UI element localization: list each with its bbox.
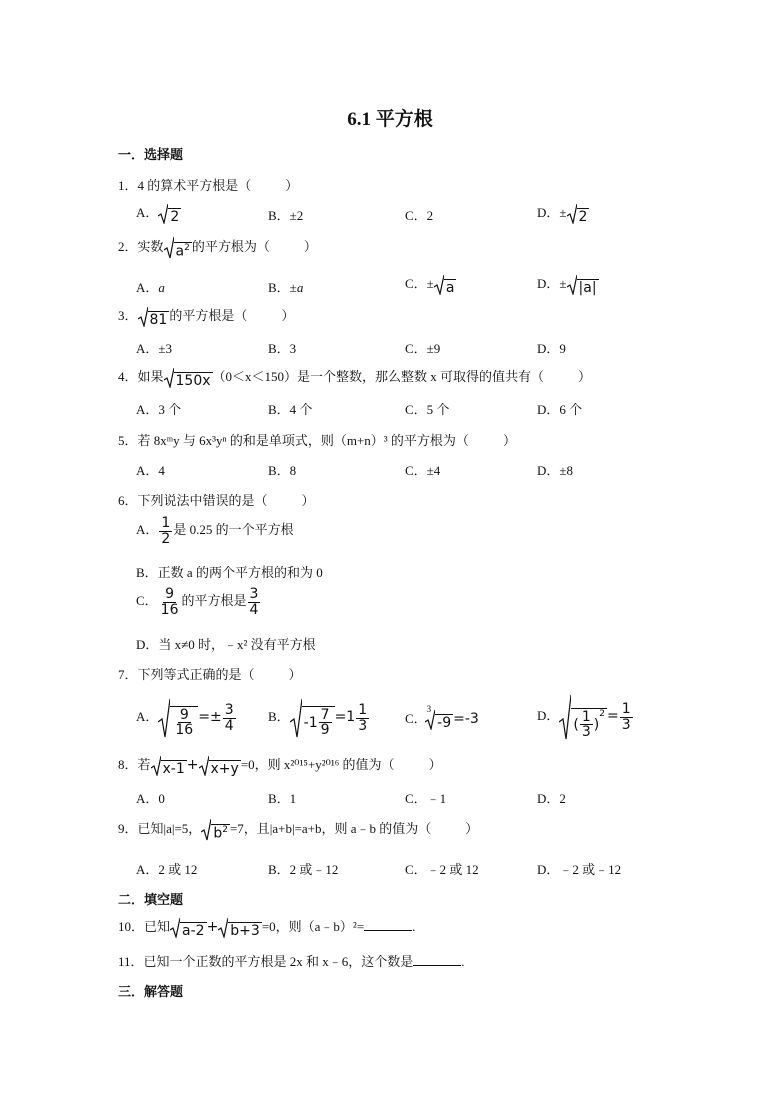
q7-option-a[interactable] bbox=[136, 698, 237, 738]
question-stem: 4 的算术平方根是（ bbox=[137, 178, 252, 193]
question-stem: 7．下列等式正确的是（ bbox=[118, 667, 255, 682]
numerator: 9 bbox=[165, 586, 175, 602]
question-11 bbox=[118, 951, 465, 970]
whole-part: -1 bbox=[303, 714, 318, 731]
question-9 bbox=[118, 818, 478, 841]
question-2 bbox=[118, 236, 317, 259]
radical bbox=[164, 368, 213, 388]
q3-option-c[interactable]: C．±9 bbox=[405, 341, 441, 356]
q7-option-c[interactable] bbox=[405, 703, 479, 732]
section-heading-solve: 三．解答题 bbox=[118, 984, 184, 999]
question-8 bbox=[118, 754, 442, 776]
numerator: 1 bbox=[161, 515, 171, 531]
q2-option-a[interactable] bbox=[136, 277, 165, 296]
option-label: B． bbox=[268, 708, 290, 724]
q5-option-c[interactable]: C．±4 bbox=[405, 463, 441, 478]
option-value: a bbox=[296, 280, 304, 295]
radicand-var: a bbox=[175, 244, 185, 261]
q5-option-a[interactable]: A．4 bbox=[136, 463, 165, 478]
numerator: 3 bbox=[249, 586, 259, 602]
question-stem: 的平方根是（ bbox=[169, 308, 248, 323]
radical bbox=[434, 275, 457, 295]
radicand: ( $\frac{1}{3}$ )$^2$ bbox=[573, 708, 605, 741]
question-stem: =7，且|a+b|=a+b，则 a﹣b 的值为（ bbox=[229, 821, 432, 836]
radical bbox=[158, 698, 198, 738]
q2-option-b[interactable] bbox=[268, 277, 303, 296]
question-stem: =0，则 x²⁰¹⁵+y²⁰¹⁶ 的值为（ bbox=[240, 757, 395, 772]
fraction bbox=[173, 708, 195, 738]
period: . bbox=[461, 954, 465, 969]
section-heading-fill: 二．填空题 bbox=[118, 892, 184, 907]
paren-close: ） bbox=[281, 308, 295, 323]
numerator: 1 bbox=[581, 708, 591, 725]
radicand: x+y bbox=[210, 761, 239, 778]
radical bbox=[158, 204, 181, 224]
q2-option-c[interactable] bbox=[405, 273, 456, 295]
radicand: 81 bbox=[149, 312, 168, 329]
option-text: 的平方根是 bbox=[181, 593, 247, 609]
fraction bbox=[580, 710, 593, 740]
fraction bbox=[620, 702, 633, 732]
numerator: 1 bbox=[621, 700, 631, 717]
denominator: 3 bbox=[621, 716, 631, 733]
q4-option-a[interactable]: A．3 个 bbox=[136, 402, 182, 417]
radicand: a-2 bbox=[182, 923, 205, 940]
question-stem: （0＜x＜150）是一个整数，那么整数 x 可取得的值共有（ bbox=[212, 369, 545, 384]
denominator: 16 bbox=[160, 601, 179, 618]
numerator: 7 bbox=[320, 706, 330, 723]
question-4 bbox=[118, 366, 591, 388]
plus: + bbox=[186, 757, 199, 773]
question-7 bbox=[118, 664, 302, 683]
option-label: D．± bbox=[537, 276, 567, 291]
option-label: A． bbox=[136, 205, 159, 220]
question-6 bbox=[118, 490, 315, 509]
exponent: 2 bbox=[222, 825, 228, 836]
radicand: 2 bbox=[170, 209, 180, 226]
radical bbox=[164, 237, 192, 259]
radicand bbox=[174, 242, 192, 259]
plus: + bbox=[206, 919, 219, 935]
radical bbox=[218, 918, 262, 938]
question-10 bbox=[118, 916, 415, 938]
fraction bbox=[159, 587, 181, 617]
q9-option-c[interactable]: C．﹣2 或 12 bbox=[405, 862, 479, 877]
question-stem: 6．下列说法中错误的是（ bbox=[118, 493, 268, 508]
question-5 bbox=[118, 430, 516, 449]
option-label: A． bbox=[136, 708, 159, 724]
option-label: D． bbox=[537, 707, 560, 723]
answer-blank[interactable] bbox=[413, 955, 461, 966]
radicand: -9 bbox=[437, 715, 452, 732]
option-label: B．± bbox=[268, 280, 297, 295]
option-text: 是 0.25 的一个平方根 bbox=[173, 522, 294, 538]
numerator: 9 bbox=[179, 706, 189, 723]
paren-close: ） bbox=[578, 369, 592, 384]
denominator: 4 bbox=[224, 717, 234, 734]
q8-option-a[interactable]: A．0 bbox=[136, 791, 165, 806]
radicand: a bbox=[445, 280, 455, 297]
fraction bbox=[319, 708, 332, 738]
radicand-var: b bbox=[213, 826, 223, 843]
q7-option-d[interactable] bbox=[537, 694, 634, 740]
question-stem: =0，则（a﹣b）²= bbox=[261, 919, 365, 934]
paren-close: ） bbox=[465, 821, 479, 836]
option-label: C． bbox=[136, 593, 158, 609]
equals: =-3 bbox=[453, 711, 479, 727]
q6-option-c[interactable] bbox=[136, 587, 261, 617]
q9-option-d[interactable]: D．﹣2 或﹣12 bbox=[537, 862, 622, 877]
question-3 bbox=[118, 305, 294, 327]
q6-option-a[interactable] bbox=[136, 516, 294, 546]
q8-option-c[interactable]: C．﹣1 bbox=[405, 791, 447, 806]
q1-option-c[interactable]: C．2 bbox=[405, 208, 434, 223]
q7-option-b[interactable] bbox=[268, 698, 370, 738]
radicand bbox=[211, 824, 230, 841]
q4-option-d[interactable]: D．6 个 bbox=[537, 402, 583, 417]
equals: =1 bbox=[334, 708, 356, 725]
paren-close: ） bbox=[301, 493, 315, 508]
exponent: 2 bbox=[599, 708, 605, 719]
period: . bbox=[412, 919, 416, 934]
question-number: 3． bbox=[118, 308, 138, 323]
q6-option-b[interactable]: B．正数 a 的两个平方根的和为 0 bbox=[136, 565, 323, 580]
question-number: 2．实数 bbox=[118, 239, 164, 254]
radical bbox=[199, 756, 241, 776]
q5-option-d[interactable]: D．±8 bbox=[537, 463, 574, 478]
numerator: 3 bbox=[224, 701, 234, 718]
q4-option-b[interactable]: B．4 个 bbox=[268, 402, 313, 417]
paren-close: ） bbox=[428, 757, 442, 772]
q8-option-d[interactable]: D．2 bbox=[537, 791, 566, 806]
fraction bbox=[248, 587, 261, 617]
denominator: 3 bbox=[358, 717, 368, 734]
equals: = bbox=[606, 707, 619, 724]
question-stem: 的平方根为（ bbox=[191, 239, 270, 254]
denominator: 2 bbox=[161, 530, 171, 547]
denominator: 4 bbox=[249, 601, 259, 618]
fraction bbox=[159, 516, 172, 546]
q1-option-d[interactable] bbox=[537, 202, 589, 224]
radical bbox=[559, 694, 607, 740]
paren-close: ） bbox=[288, 667, 302, 682]
radical bbox=[138, 307, 170, 327]
denominator: 16 bbox=[175, 722, 194, 739]
q6-option-d[interactable]: D．当 x≠0 时，﹣x² 没有平方根 bbox=[136, 637, 316, 652]
radical bbox=[567, 204, 590, 224]
question-number: 8．若 bbox=[118, 757, 151, 772]
question-number: 1． bbox=[118, 178, 138, 193]
exponent: 2 bbox=[184, 243, 190, 254]
answer-blank[interactable] bbox=[364, 920, 412, 931]
question-number: 4．如果 bbox=[118, 369, 164, 384]
radical bbox=[567, 275, 599, 295]
option-label: C． bbox=[405, 711, 427, 726]
denominator: 3 bbox=[581, 724, 591, 741]
question-stem: 5．若 8xᵐy 与 6x³yⁿ 的和是单项式，则（m+n）³ 的平方根为（ bbox=[118, 433, 469, 448]
q3-option-b[interactable]: B．3 bbox=[268, 341, 297, 356]
numerator: 1 bbox=[358, 701, 368, 718]
radicand: x-1 bbox=[162, 761, 185, 778]
question-number: 9．已知|a|=5， bbox=[118, 821, 202, 836]
denominator: 9 bbox=[320, 722, 330, 739]
question-number: 10．已知 bbox=[118, 919, 171, 934]
q9-option-b[interactable]: B．2 或﹣12 bbox=[268, 862, 339, 877]
radicand bbox=[302, 706, 335, 738]
option-label: A． bbox=[136, 522, 159, 538]
q5-option-b[interactable]: B．8 bbox=[268, 463, 297, 478]
question-1 bbox=[118, 175, 298, 194]
q8-option-b[interactable]: B．1 bbox=[268, 791, 297, 806]
paren-close: ） bbox=[285, 178, 299, 193]
option-label: C．± bbox=[405, 276, 434, 291]
fraction bbox=[223, 703, 236, 733]
option-value: a bbox=[158, 280, 165, 295]
paren-close: ） bbox=[502, 433, 516, 448]
q3-option-d[interactable]: D．9 bbox=[537, 341, 566, 356]
radicand: |a| bbox=[578, 280, 597, 297]
q2-option-d[interactable] bbox=[537, 273, 599, 295]
q1-option-b[interactable]: B．±2 bbox=[268, 208, 304, 223]
option-label: A． bbox=[136, 280, 159, 295]
radicand: 2 bbox=[578, 209, 588, 226]
fraction bbox=[356, 703, 369, 733]
paren-close: ） bbox=[303, 239, 317, 254]
radical bbox=[151, 756, 187, 776]
radicand: 150x bbox=[175, 373, 211, 390]
page-title: 6.1 平方根 bbox=[347, 109, 433, 130]
radical bbox=[201, 819, 230, 841]
root-index: 3 bbox=[426, 703, 432, 714]
question-stem: 11．已知一个正数的平方根是 2x 和 x﹣6，这个数是 bbox=[118, 954, 414, 969]
option-label: D．± bbox=[537, 205, 567, 220]
section-heading-choice: 一．选择题 bbox=[118, 147, 184, 162]
radical bbox=[170, 918, 207, 938]
radicand bbox=[170, 706, 198, 738]
radical bbox=[290, 698, 335, 738]
q3-option-a[interactable]: A．±3 bbox=[136, 341, 173, 356]
equals: =± bbox=[198, 708, 222, 725]
q1-option-a[interactable] bbox=[136, 202, 181, 224]
radicand: b+3 bbox=[230, 923, 260, 940]
q9-option-a[interactable]: A．2 或 12 bbox=[136, 862, 198, 877]
q4-option-c[interactable]: C．5 个 bbox=[405, 402, 450, 417]
